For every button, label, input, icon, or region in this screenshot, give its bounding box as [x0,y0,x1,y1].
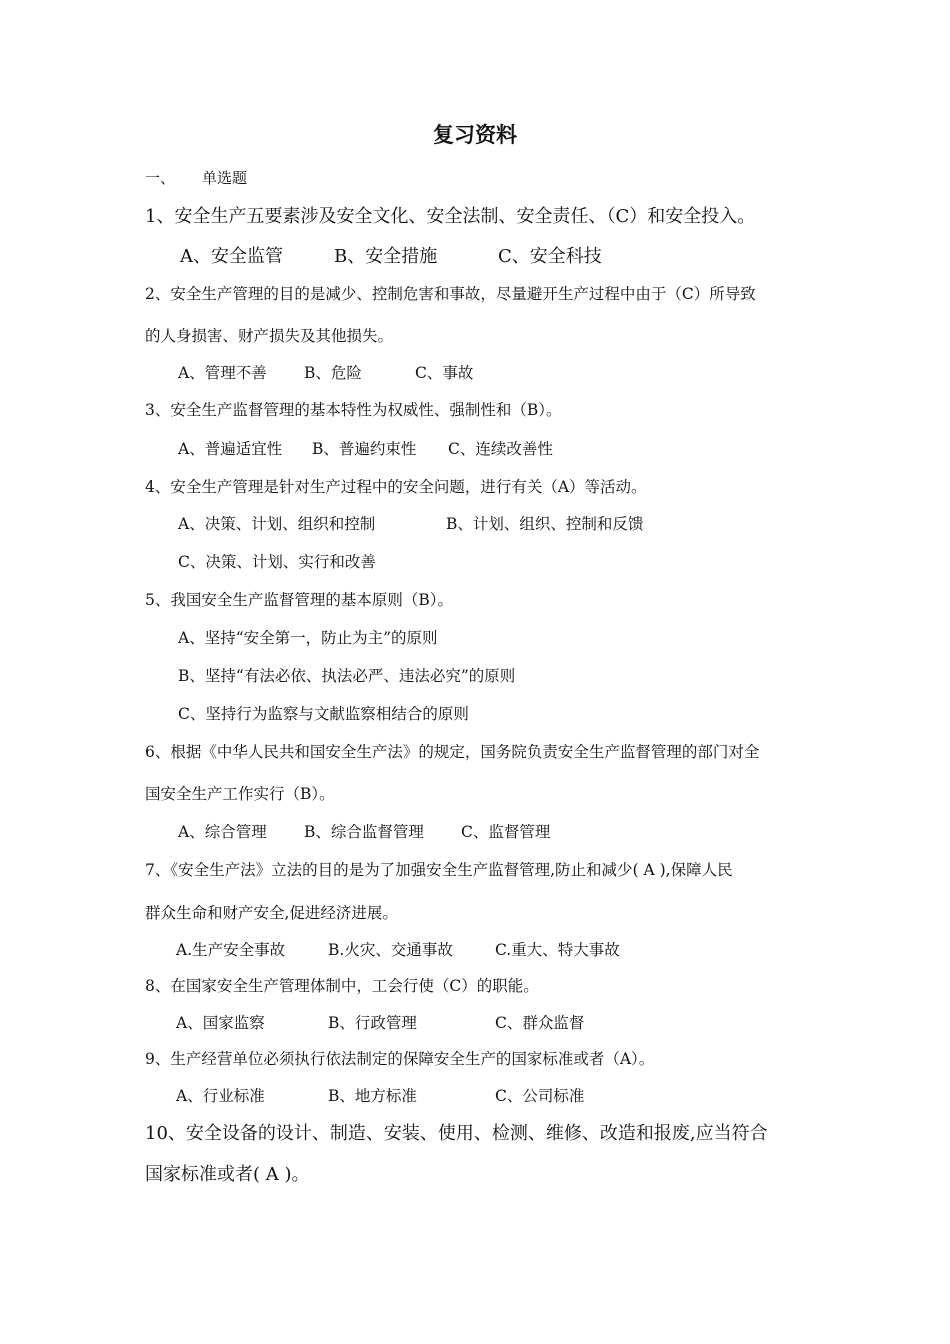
question-2-line-1: 2、安全生产管理的目的是减少、控制危害和事故，尽量避开生产过程中由于（C）所导致 [145,285,756,303]
option-a: A、决策、计划、组织和控制 [178,515,376,533]
option-b: B、综合监督管理 [304,823,424,841]
question-7-line-1: 7、《安全生产法》立法的目的是为了加强安全生产监督管理,防止和减少( A ),保障人民 [145,861,733,879]
option-a: A、综合管理 [178,823,267,841]
option-b: B、危险 [304,364,362,382]
question-3-options [0,442,950,462]
option-c: C、决策、计划、实行和改善 [178,553,376,571]
question-6-line-2: 国安全生产工作实行（B）。 [145,785,335,803]
section-number: 一、 [145,169,176,187]
option-b: B.火灾、交通事故 [328,941,453,959]
option-c: C、监督管理 [461,823,551,841]
option-c: C、连续改善性 [448,440,553,458]
option-a: A.生产安全事故 [176,941,286,959]
option-c: C、事故 [415,364,474,382]
question-3: 3、安全生产监督管理的基本特性为权威性、强制性和（B）。 [145,401,562,419]
option-b: B、计划、组织、控制和反馈 [446,515,644,533]
option-c: C、坚持行为监察与文献监察相结合的原则 [178,705,469,723]
question-1-options [0,248,950,272]
question-5: 5、我国安全生产监督管理的基本原则（B）。 [145,591,454,609]
question-6-line-1: 6、根据《中华人民共和国安全生产法》的规定，国务院负责安全生产监督管理的部门对全 [145,743,760,761]
option-b: B、行政管理 [328,1014,417,1032]
question-4-options-row-1 [0,517,950,537]
option-a: A、安全监管 [180,246,283,267]
option-b: B、安全措施 [334,246,438,267]
option-b: B、普遍约束性 [312,440,417,458]
question-10-line-2: 国家标准或者( A )。 [145,1164,310,1185]
question-1: 1、安全生产五要素涉及安全文化、安全法制、安全责任、（C）和安全投入。 [145,206,756,227]
option-c: C.重大、特大事故 [495,941,620,959]
option-c: C、群众监督 [495,1014,585,1032]
question-7-line-2: 群众生命和财产安全,促进经济进展。 [145,904,398,922]
question-4: 4、安全生产管理是针对生产过程中的安全问题，进行有关（A）等活动。 [145,478,647,496]
option-b: B、地方标准 [328,1087,417,1105]
option-c: C、安全科技 [498,246,602,267]
question-8: 8、在国家安全生产管理体制中，工会行使（C）的职能。 [145,977,539,995]
question-9-options [0,1089,950,1109]
option-c: C、公司标准 [495,1087,585,1105]
question-6-options [0,825,950,845]
question-2-options [0,366,950,386]
option-a: A、坚持“安全第一，防止为主”的原则 [178,629,438,647]
option-a: A、国家监察 [176,1014,265,1032]
question-9: 9、生产经营单位必须执行依法制定的保障安全生产的国家标准或者（A）。 [145,1050,655,1068]
option-a: A、普遍适宜性 [178,440,283,458]
option-a: A、行业标准 [176,1087,265,1105]
section-label: 单选题 [202,169,248,187]
option-b: B、坚持“有法必依、执法必严、违法必究”的原则 [178,667,516,685]
question-2-line-2: 的人身损害、财产损失及其他损失。 [145,327,394,345]
question-7-options [0,943,950,963]
option-a: A、管理不善 [178,364,267,382]
question-10-line-1: 10、安全设备的设计、制造、安装、使用、检测、维修、改造和报废,应当符合 [145,1123,768,1144]
page-title: 复习资料 [433,122,517,147]
question-8-options [0,1016,950,1036]
